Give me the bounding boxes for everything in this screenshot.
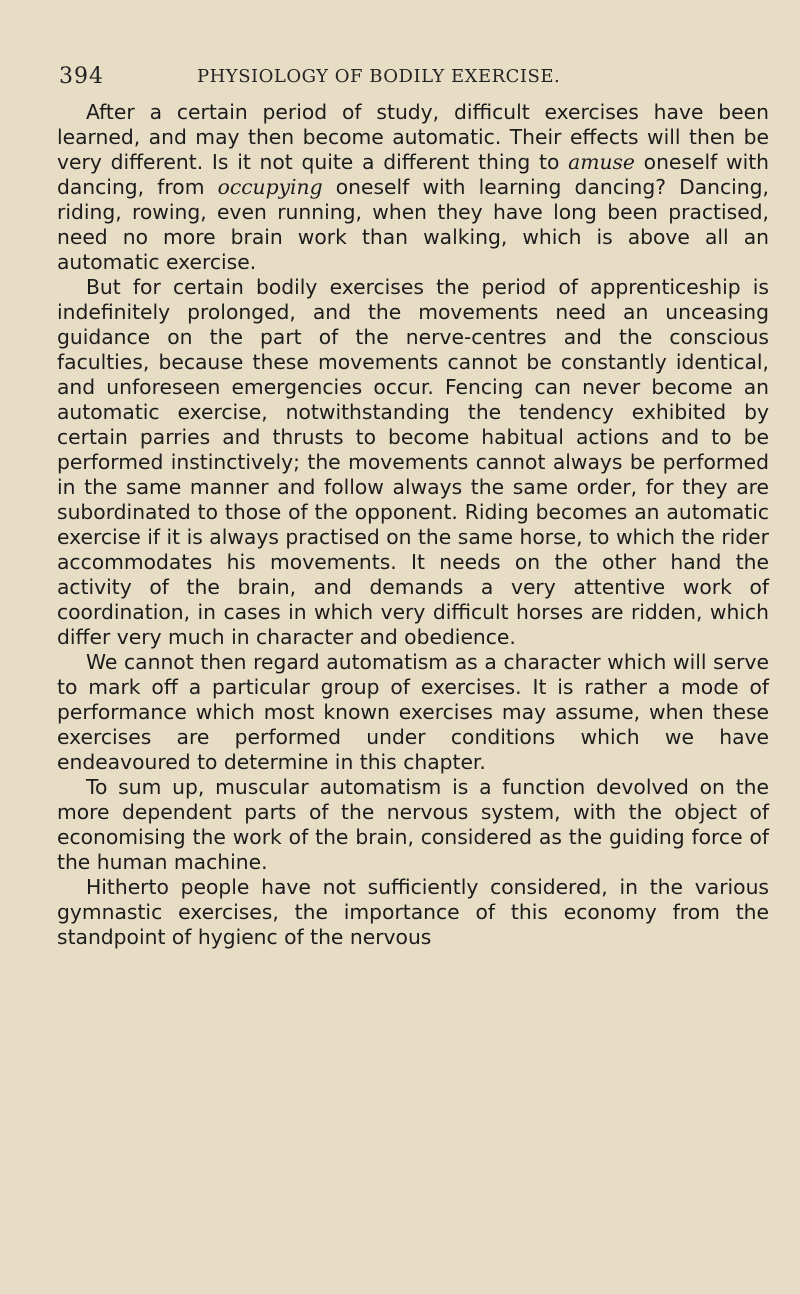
emphasis-amuse: amuse bbox=[568, 150, 635, 174]
paragraph: To sum up, muscular automatism is a function devolved on the more dependent parts of the nervous system, with the object of economising the work of the brain, considered as the guiding force of the human machine. bbox=[57, 775, 769, 874]
paragraph: Hitherto people have not sufficiently considered, in the various gymnastic exercises, the importance of this economy from the standpoint of hygienc of the nervous bbox=[57, 875, 769, 949]
emphasis-occupying: occupying bbox=[217, 175, 323, 199]
paragraph: We cannot then regard automatism as a character which will serve to mark off a particular group of exercises. It is rather a mode of performance which most known exercises may assume, when these exercises are performed under conditions which we have endeavoured to determine in this chapter. bbox=[57, 650, 769, 774]
page-number: 394 bbox=[59, 64, 104, 89]
running-head bbox=[59, 64, 759, 94]
paragraph: But for certain bodily exercises the period of apprenticeship is indefinitely prolonged, and the movements need an unceasing guidance on the part of the nerve-centres and the conscious faculties, because these movements cannot be constantly identical, and unforeseen emergencies occur. Fencing can never become an automatic exercise, notwithstanding the tendency exhibited by certain parries and thrusts to become habitual actions and to be performed instinctively; the movements cannot always be performed in the same manner and follow always the same order, for they are subordinated to those of the opponent. Riding becomes an automatic exercise if it is always practised on the same horse, to which the rider accommodates his movements. It needs on the other hand the activity of the brain, and demands a very attentive work of coordination, in cases in which very difficult horses are ridden, which differ very much in character and obedience. bbox=[57, 275, 769, 649]
running-head-title: PHYSIOLOGY OF BODILY EXERCISE. bbox=[197, 66, 561, 87]
body-text bbox=[57, 100, 769, 950]
paragraph: After a certain period of study, difficult exercises have been learned, and may then become automatic. Their effects will then be very different. Is it not quite a different thing to amuse oneself with dancing, from occupying oneself with learning dancing? Dancing, riding, rowing, even running, when they have long been practised, need no more brain work than walking, which is above all an automatic exercise. bbox=[57, 100, 770, 274]
